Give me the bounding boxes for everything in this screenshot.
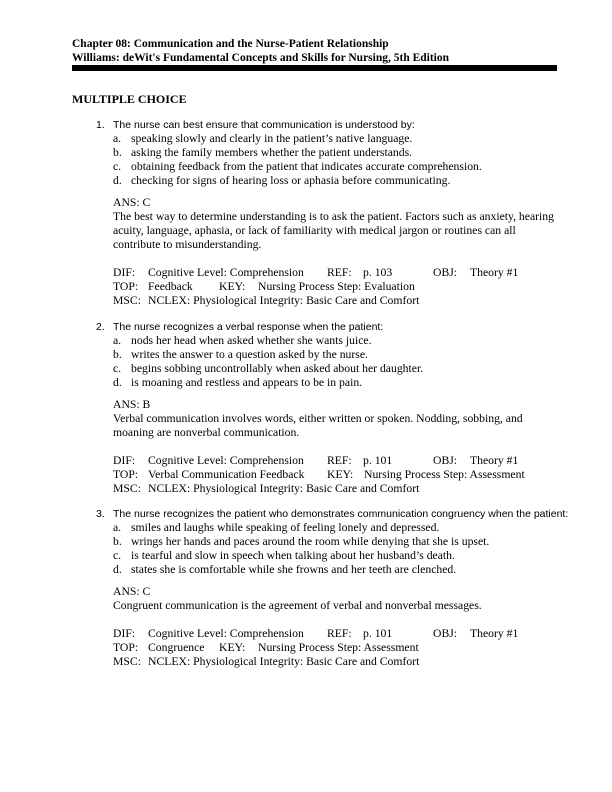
option-letter: d. — [113, 376, 122, 389]
question-1 — [72, 118, 558, 308]
option-b — [72, 146, 558, 160]
question-number: 2. — [96, 321, 105, 333]
option-a — [72, 521, 558, 535]
dif-label: DIF: — [113, 266, 136, 279]
option-letter: c. — [113, 362, 122, 375]
ref-value: p. 101 — [363, 454, 393, 467]
option-text: writes the answer to a question asked by the nurse. — [131, 348, 368, 361]
question-number: 1. — [96, 119, 105, 131]
option-d — [72, 563, 558, 577]
key-label: KEY: — [327, 468, 354, 481]
answer: ANS: C — [113, 196, 151, 209]
obj-value: Theory #1 — [470, 627, 519, 640]
option-letter: a. — [113, 132, 122, 145]
option-letter: a. — [113, 521, 122, 534]
option-text: is tearful and slow in speech when talking about her husband’s death. — [131, 549, 455, 562]
obj-label: OBJ: — [433, 627, 458, 640]
option-c — [72, 549, 558, 563]
top-value: Verbal Communication Feedback — [148, 468, 305, 481]
key-value: Nursing Process Step: Assessment — [364, 468, 525, 481]
option-letter: b. — [113, 535, 122, 548]
ref-label: REF: — [327, 627, 352, 640]
meta-row-dif — [113, 266, 558, 280]
msc-label: MSC: — [113, 482, 141, 495]
question-text: The nurse can best ensure that communication is understood by: — [113, 119, 415, 131]
question-metadata — [72, 627, 558, 669]
option-c — [72, 362, 558, 376]
book-title: Williams: deWit's Fundamental Concepts and Skills for Nursing, 5th Edition — [72, 52, 450, 64]
obj-label: OBJ: — [433, 266, 458, 279]
meta-row-top — [113, 641, 558, 655]
msc-value: NCLEX: Physiological Integrity: Basic Care and Comfort — [148, 655, 420, 668]
options-list — [72, 521, 558, 577]
question-stem — [72, 118, 558, 132]
msc-value: NCLEX: Physiological Integrity: Basic Care and Comfort — [148, 482, 420, 495]
option-c — [72, 160, 558, 174]
option-letter: b. — [113, 146, 122, 159]
meta-row-msc — [113, 655, 558, 669]
question-stem — [72, 507, 569, 521]
key-value: Nursing Process Step: Assessment — [258, 641, 419, 654]
options-list — [72, 334, 558, 390]
document-header — [72, 37, 558, 65]
question-text: The nurse recognizes a verbal response when the patient: — [113, 321, 384, 333]
obj-label: OBJ: — [433, 454, 458, 467]
top-label: TOP: — [113, 280, 139, 293]
top-label: TOP: — [113, 641, 139, 654]
meta-row-dif — [113, 627, 558, 641]
question-metadata — [72, 266, 558, 308]
dif-value: Cognitive Level: Comprehension — [148, 454, 304, 467]
top-value: Congruence — [148, 641, 205, 654]
option-d — [72, 174, 558, 188]
option-b — [72, 348, 558, 362]
ref-label: REF: — [327, 454, 352, 467]
option-text: wrings her hands and paces around the room while denying that she is upset. — [131, 535, 490, 548]
option-a — [72, 132, 558, 146]
msc-value: NCLEX: Physiological Integrity: Basic Care and Comfort — [148, 294, 420, 307]
question-stem — [72, 320, 558, 334]
top-value: Feedback — [148, 280, 193, 293]
question-metadata — [72, 454, 558, 496]
rationale: Congruent communication is the agreement of verbal and nonverbal messages. — [113, 599, 482, 612]
key-label: KEY: — [219, 280, 246, 293]
option-text: checking for signs of hearing loss or aphasia before communicating. — [131, 174, 451, 187]
dif-label: DIF: — [113, 627, 136, 640]
dif-label: DIF: — [113, 454, 136, 467]
ref-label: REF: — [327, 266, 352, 279]
option-text: obtaining feedback from the patient that indicates accurate comprehension. — [131, 160, 482, 173]
key-label: KEY: — [219, 641, 246, 654]
option-letter: d. — [113, 174, 122, 187]
options-list — [72, 132, 558, 188]
msc-label: MSC: — [113, 294, 141, 307]
question-2 — [72, 320, 558, 496]
option-letter: d. — [113, 563, 122, 576]
option-text: asking the family members whether the patient understands. — [131, 146, 413, 159]
option-text: speaking slowly and clearly in the patient’s native language. — [131, 132, 413, 145]
option-letter: b. — [113, 348, 122, 361]
ref-value: p. 103 — [363, 266, 393, 279]
option-text: is moaning and restless and appears to be in pain. — [131, 376, 363, 389]
meta-row-msc — [113, 482, 558, 496]
option-letter: a. — [113, 334, 122, 347]
rationale: The best way to determine understanding is to ask the patient. Factors such as anxiety, hearing acuity, language, aphasia, or lack of familiarity with medical jargon or routines can all contribute to misunderstanding. — [113, 210, 554, 251]
option-a — [72, 334, 558, 348]
option-text: begins sobbing uncontrollably when asked about her daughter. — [131, 362, 424, 375]
option-b — [72, 535, 558, 549]
meta-row-top — [113, 280, 558, 294]
meta-row-dif — [113, 454, 558, 468]
answer: ANS: B — [113, 398, 151, 411]
header-rule — [72, 65, 557, 71]
option-text: states she is comfortable while she frowns and her teeth are clenched. — [131, 563, 457, 576]
top-label: TOP: — [113, 468, 139, 481]
chapter-title: Chapter 08: Communication and the Nurse-Patient Relationship — [72, 38, 389, 50]
meta-row-msc — [113, 294, 558, 308]
msc-label: MSC: — [113, 655, 141, 668]
option-d — [72, 376, 558, 390]
question-text: The nurse recognizes the patient who demonstrates communication congruency when the patient: — [113, 508, 569, 520]
question-number: 3. — [96, 508, 105, 520]
question-3 — [72, 507, 569, 669]
obj-value: Theory #1 — [470, 454, 519, 467]
option-letter: c. — [113, 160, 122, 173]
ref-value: p. 101 — [363, 627, 393, 640]
option-letter: c. — [113, 549, 122, 562]
section-title: MULTIPLE CHOICE — [72, 92, 187, 106]
answer: ANS: C — [113, 585, 151, 598]
dif-value: Cognitive Level: Comprehension — [148, 627, 304, 640]
rationale: Verbal communication involves words, either written or spoken. Nodding, sobbing, and moaning are nonverbal communication. — [113, 412, 523, 439]
obj-value: Theory #1 — [470, 266, 519, 279]
option-text: smiles and laughs while speaking of feeling lonely and depressed. — [131, 521, 440, 534]
meta-row-top — [113, 468, 558, 482]
key-value: Nursing Process Step: Evaluation — [258, 280, 415, 293]
dif-value: Cognitive Level: Comprehension — [148, 266, 304, 279]
option-text: nods her head when asked whether she wants juice. — [131, 334, 372, 347]
